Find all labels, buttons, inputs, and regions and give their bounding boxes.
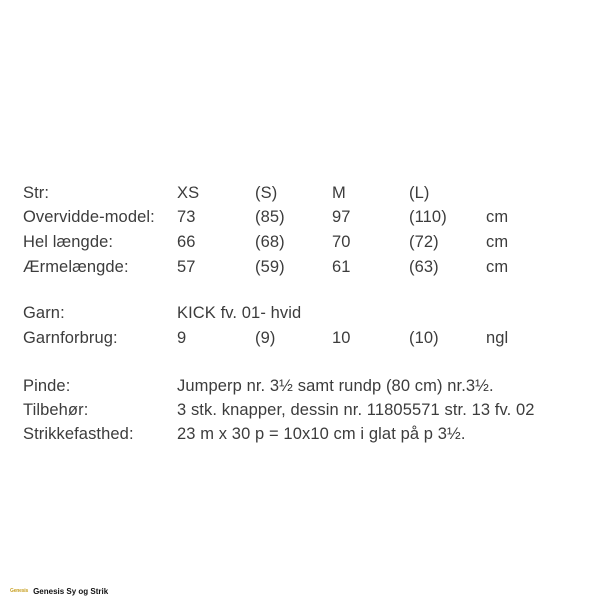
- aermelaengde-s: (59): [255, 258, 285, 276]
- row-hel-laengde: [23, 231, 583, 253]
- garn-label: Garn:: [23, 304, 65, 322]
- sizes-label: Str:: [23, 184, 50, 202]
- tilbehor-label: Tilbehør:: [23, 401, 89, 419]
- garnforbrug-xs: 9: [177, 329, 187, 347]
- aermelaengde-label: Ærmelængde:: [23, 258, 129, 276]
- tilbehor-value: 3 stk. knapper, dessin nr. 11805571 str. 13 fv. 02: [177, 401, 535, 419]
- hel-laengde-label: Hel længde:: [23, 233, 114, 251]
- overvidde-s: (85): [255, 208, 285, 226]
- overvidde-xs: 73: [177, 208, 196, 226]
- row-garn: [23, 302, 583, 324]
- size-xs: XS: [177, 184, 200, 202]
- overvidde-l: (110): [409, 208, 447, 226]
- pinde-label: Pinde:: [23, 377, 71, 395]
- hel-laengde-s: (68): [255, 233, 285, 251]
- pinde-value: Jumperp nr. 3½ samt rundp (80 cm) nr.3½.: [177, 377, 494, 395]
- hel-laengde-m: 70: [332, 233, 351, 251]
- garnforbrug-l: (10): [409, 329, 439, 347]
- garnforbrug-label: Garnforbrug:: [23, 329, 118, 347]
- row-garnforbrug: [23, 327, 583, 349]
- overvidde-unit: cm: [486, 208, 509, 226]
- hel-laengde-unit: cm: [486, 233, 509, 251]
- row-strikkefasthed: [23, 423, 583, 445]
- garnforbrug-m: 10: [332, 329, 351, 347]
- shop-name: Genesis Sy og Strik: [33, 586, 109, 596]
- strikkefasthed-label: Strikkefasthed:: [23, 425, 134, 443]
- size-m: M: [332, 184, 346, 202]
- footer-watermark: [10, 584, 108, 598]
- aermelaengde-m: 61: [332, 258, 351, 276]
- strikkefasthed-value: 23 m x 30 p = 10x10 cm i glat på p 3½.: [177, 425, 466, 443]
- row-tilbehor: [23, 399, 583, 421]
- row-pinde: [23, 375, 583, 397]
- aermelaengde-l: (63): [409, 258, 439, 276]
- garnforbrug-unit: ngl: [486, 329, 509, 347]
- aermelaengde-xs: 57: [177, 258, 196, 276]
- overvidde-m: 97: [332, 208, 351, 226]
- garnforbrug-s: (9): [255, 329, 276, 347]
- hel-laengde-xs: 66: [177, 233, 196, 251]
- row-sizes: [23, 182, 583, 204]
- size-s: (S): [255, 184, 278, 202]
- hel-laengde-l: (72): [409, 233, 439, 251]
- aermelaengde-unit: cm: [486, 258, 509, 276]
- size-l: (L): [409, 184, 430, 202]
- overvidde-label: Overvidde-model:: [23, 208, 155, 226]
- row-overvidde: [23, 206, 583, 228]
- row-aermelaengde: [23, 256, 583, 278]
- garn-value: KICK fv. 01- hvid: [177, 304, 302, 322]
- genesis-logo: Genesis: [10, 588, 29, 594]
